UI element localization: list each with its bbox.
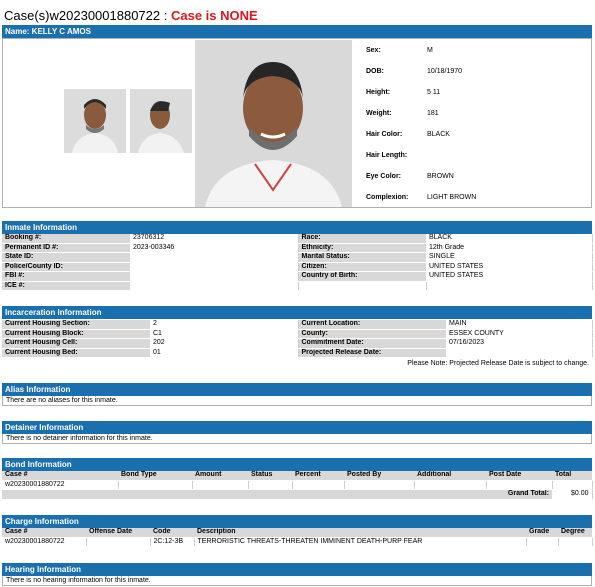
complexion-label: Complexion: [366,194,409,201]
ethnicity-label: Ethnicity: [298,243,426,253]
col-additional: Additional [414,471,486,480]
bond-table [2,471,593,500]
inmate-info-header: Inmate Information [2,221,592,234]
height-label: Height: [366,89,391,96]
table-row [2,234,592,243]
charge-table [2,528,593,547]
profile-photo[interactable] [130,89,192,153]
police-county-id-value [130,262,298,272]
permanent-id-value: 2023-003346 [130,243,298,253]
col-grade: Grade [526,528,558,537]
bond-post-date [486,480,552,490]
charge-info-header: Charge Information [2,515,592,528]
housing-bed-label: Current Housing Bed: [2,348,150,358]
case-title-line [4,8,258,23]
col-offense-date: Offense Date [86,528,150,537]
table-header-row [2,528,592,537]
table-row [2,243,592,253]
housing-cell-value: 202 [150,339,298,349]
inmate-info-table [2,234,593,291]
eye-color-label: Eye Color: [366,173,402,180]
bond-type [118,480,192,490]
front-photo[interactable] [64,89,126,153]
table-row [2,480,592,490]
case-status: Case is NONE [170,8,258,23]
projected-release-label: Projected Release Date: [298,348,446,358]
charge-offense-date [86,537,150,547]
sex-label: Sex: [366,47,381,54]
alias-message: There are no aliases for this inmate. [2,396,592,406]
table-row [2,348,592,358]
profile-panel [2,38,592,208]
bond-additional [414,480,486,490]
state-id-value [130,253,298,263]
housing-section-label: Current Housing Section: [2,320,150,329]
weight-value: 181 [427,110,439,117]
country-of-birth-label: Country of Birth: [298,272,426,282]
weight-label: Weight: [366,110,392,117]
grand-total-label: Grand Total: [486,490,552,500]
release-date-note: Please Note: Projected Release Date is subject to change. [407,360,589,367]
main-photo[interactable] [195,40,352,207]
hair-color-label: Hair Color: [366,131,403,138]
charge-code: 2C:12-3B [150,537,194,547]
table-row [2,329,592,339]
charge-degree [558,537,592,547]
housing-block-label: Current Housing Block: [2,329,150,339]
bond-percent [292,480,344,490]
ice-label: ICE #: [2,281,130,291]
state-id-label: State ID: [2,253,130,263]
front-photo-image [64,89,126,153]
county-label: County: [298,329,446,339]
hair-color-value: BLACK [427,131,450,138]
ethnicity-value: 12th Grade [426,243,592,253]
bond-info-header: Bond Information [2,458,592,471]
marital-status-value: SINGLE [426,253,592,263]
dob-value: 10/18/1970 [427,68,463,75]
grand-total-value: $0.00 [552,490,592,500]
bond-status [248,480,292,490]
housing-block-value: C1 [150,329,298,339]
bond-case: w20230001880722 [2,480,118,490]
detainer-info-header: Detainer Information [2,421,592,434]
citizen-label: Citizen: [298,262,426,272]
empty-cell [426,281,592,291]
height-value: 5 11 [427,89,441,96]
booking-value: 23706312 [130,234,298,243]
col-post-date: Post Date [486,471,552,480]
projected-release-value [446,348,592,358]
case-number-title: Case(s)w20230001880722 : [4,8,168,23]
citizen-value: UNITED STATES [426,262,592,272]
commitment-date-label: Commitment Date: [298,339,446,349]
country-of-birth-value: UNITED STATES [426,272,592,282]
hair-length-label: Hair Length: [366,152,408,159]
housing-bed-value: 01 [150,348,298,358]
ice-value [130,281,298,291]
police-county-id-label: Police/County ID: [2,262,130,272]
bond-total [552,480,592,490]
col-code: Code [150,528,194,537]
race-label: Race: [298,234,426,243]
fbi-value [130,272,298,282]
table-row [2,537,592,547]
incarceration-info-header: Incarceration Information [2,306,592,319]
current-location-label: Current Location: [298,320,446,329]
col-status: Status [248,471,292,480]
housing-section-value: 2 [150,320,298,329]
housing-cell-label: Current Housing Cell: [2,339,150,349]
empty-cell [298,281,426,291]
bond-posted-by [344,480,414,490]
commitment-date-value: 07/16/2023 [446,339,592,349]
main-photo-image [195,40,352,207]
dob-label: DOB: [366,68,384,75]
permanent-id-label: Permanent ID #: [2,243,130,253]
current-location-value: MAIN [446,320,592,329]
table-row [2,281,592,291]
table-header-row [2,471,592,480]
table-row [2,272,592,282]
table-row [2,253,592,263]
charge-description: TERRORISTIC THREATS-THREATEN IMMINENT DEATH-PURP FEAR [194,537,526,547]
col-percent: Percent [292,471,344,480]
col-total: Total [552,471,592,480]
col-description: Description [194,528,526,537]
sex-value: M [427,47,433,54]
table-row [2,339,592,349]
race-value: BLACK [426,234,592,243]
grand-total-row [2,490,592,500]
col-amount: Amount [192,471,248,480]
fbi-label: FBI #: [2,272,130,282]
marital-status-label: Marital Status: [298,253,426,263]
alias-info-header: Alias Information [2,383,592,396]
table-row [2,262,592,272]
charge-grade [526,537,558,547]
profile-photo-image [130,89,192,153]
eye-color-value: BROWN [427,173,454,180]
charge-case: w20230001880722 [2,537,86,547]
county-value: ESSEX COUNTY [446,329,592,339]
col-posted-by: Posted By [344,471,414,480]
incarceration-info-table [2,320,593,358]
col-bond-type: Bond Type [118,471,192,480]
col-degree: Degree [558,528,592,537]
detainer-message: There is no detainer information for this inmate. [2,434,592,444]
hearing-message: There is no hearing information for this inmate. [2,576,592,586]
complexion-value: LIGHT BROWN [427,194,477,201]
name-bar: Name: KELLY C AMOS [2,25,592,38]
hearing-info-header: Hearing Information [2,563,592,576]
col-case: Case # [2,471,118,480]
grand-total-spacer [2,490,486,500]
bond-amount [192,480,248,490]
booking-label: Booking #: [2,234,130,243]
table-row [2,320,592,329]
col-case: Case # [2,528,86,537]
